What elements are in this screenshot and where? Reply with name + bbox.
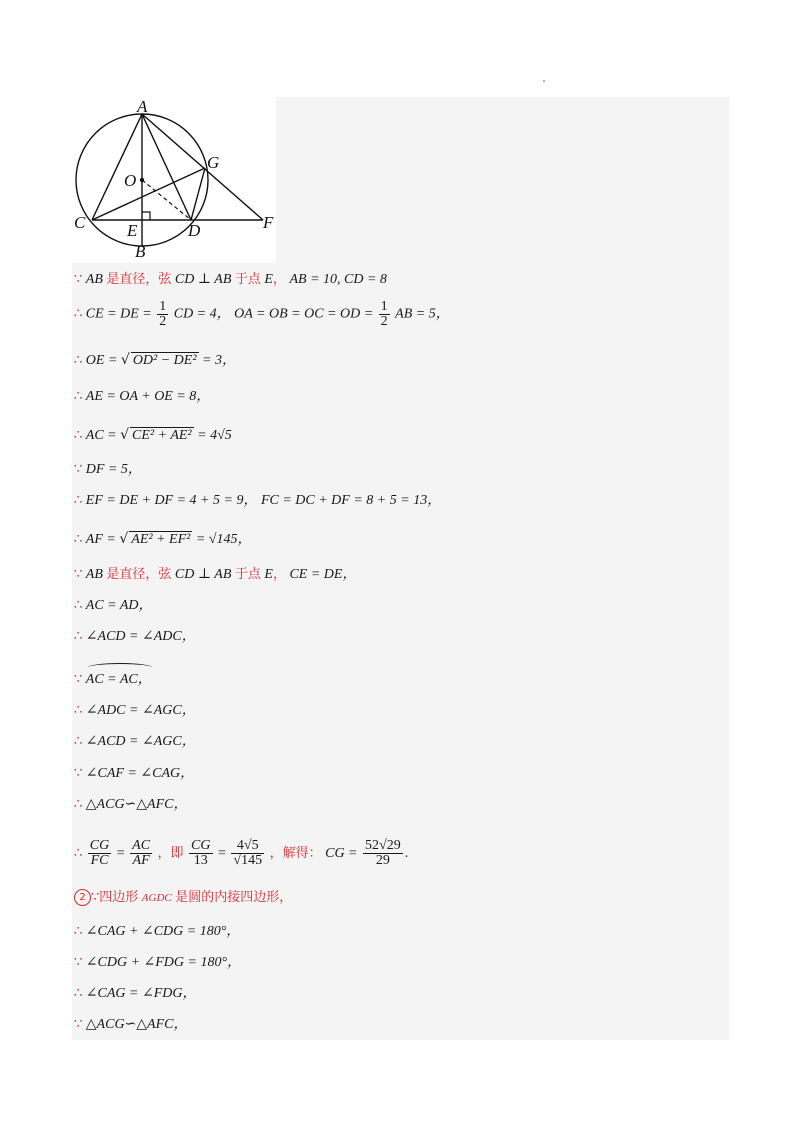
- red-text: 于点: [234, 567, 261, 582]
- math-text: CE = DE，: [289, 567, 357, 582]
- math-text: CD = 4，: [173, 306, 231, 322]
- therefore-symbol: ∴: [74, 389, 83, 404]
- step-12: [74, 671, 152, 689]
- label-e: E: [127, 221, 138, 240]
- fraction: $\frac{AC}{AF}$: [132, 838, 151, 869]
- circle-diagram: [72, 97, 276, 263]
- math-text: ∠CAG = ∠FDG，: [85, 986, 197, 1001]
- math-text: CD ⊥ AB: [174, 272, 232, 287]
- step-13: [74, 702, 196, 720]
- therefore-symbol: ∴: [74, 532, 83, 547]
- step-11: [74, 628, 196, 646]
- red-text: 于点: [234, 272, 261, 287]
- therefore-symbol: ∴: [74, 629, 83, 644]
- radical-sign: √: [120, 352, 130, 368]
- math-text: CE = DE =: [85, 306, 152, 322]
- therefore-symbol: ∴: [74, 924, 83, 939]
- arc-equality: AC = AC，: [85, 672, 152, 687]
- equals: =: [218, 846, 226, 861]
- math-text: CD ⊥ AB: [174, 567, 232, 582]
- math-text: AB = 10, CD = 8: [289, 272, 387, 287]
- math-text: OE =: [85, 353, 118, 368]
- page-dot: [543, 80, 545, 82]
- step-5: [74, 426, 232, 445]
- step-20: [74, 954, 241, 972]
- math-text: = √145，: [195, 532, 252, 547]
- fraction: $\frac{CG}{13}$: [191, 838, 211, 869]
- segment-af: [142, 114, 263, 220]
- red-text: ，解得：: [269, 846, 322, 861]
- radicand: AE² + EF²: [131, 532, 191, 547]
- because-symbol: ∵: [74, 766, 83, 781]
- radical-sign: √: [120, 427, 130, 443]
- therefore-symbol: ∴: [74, 306, 83, 322]
- math-text: DF = 5，: [85, 462, 142, 477]
- math-text: FC = DC + DF = 8 + 5 = 13，: [260, 493, 442, 508]
- therefore-symbol: ∴: [74, 797, 83, 812]
- math-text: = 3，: [202, 353, 236, 368]
- right-angle-mark: [142, 212, 150, 220]
- because-symbol: ∵: [91, 890, 100, 905]
- label-a: A: [137, 97, 148, 116]
- step-1: [74, 271, 387, 289]
- therefore-symbol: ∴: [74, 986, 83, 1001]
- math-text: ∠ACD = ∠AGC，: [85, 734, 196, 749]
- math-text: AC = AD，: [85, 598, 153, 613]
- math-text: E: [264, 567, 273, 582]
- step-4: [74, 388, 210, 406]
- therefore-symbol: ∴: [74, 353, 83, 368]
- step-6: [74, 461, 142, 479]
- radical-sign: √: [119, 531, 129, 547]
- step-9: [74, 566, 356, 584]
- step-7: [74, 492, 441, 510]
- step-3: [74, 351, 236, 370]
- step-15: [74, 765, 194, 783]
- math-text: ∠CAG + ∠CDG = 180°，: [85, 924, 241, 939]
- circled-number-2: 2: [74, 889, 91, 906]
- radicand: CE² + AE²: [132, 428, 192, 443]
- step-10: [74, 597, 153, 615]
- step-21: [74, 985, 196, 1003]
- fraction: $\frac{1}{2}$: [380, 299, 388, 329]
- therefore-symbol: ∴: [74, 703, 83, 718]
- equals: =: [116, 846, 125, 861]
- math-text: △ACG∽△AFC，: [85, 1017, 188, 1032]
- label-b: B: [135, 242, 146, 261]
- math-text: ∠ADC = ∠AGC，: [85, 703, 196, 718]
- segment-gd: [191, 168, 205, 220]
- step-19: [74, 923, 240, 941]
- center-point-o: [140, 178, 144, 182]
- math-text: AC =: [85, 428, 117, 443]
- therefore-symbol: ∴: [74, 598, 83, 613]
- math-text: = 4√5: [197, 428, 232, 443]
- math-text: CG =: [325, 846, 358, 861]
- red-text: ，: [272, 567, 286, 582]
- because-symbol: ∵: [74, 272, 83, 287]
- label-g: G: [207, 153, 220, 172]
- step-16: [74, 796, 188, 814]
- because-symbol: ∵: [74, 955, 83, 970]
- therefore-symbol: ∴: [74, 428, 83, 443]
- therefore-symbol: ∴: [74, 734, 83, 749]
- red-text: 是直径，弦: [106, 567, 172, 582]
- label-c: C: [74, 213, 86, 232]
- fraction: $\frac{1}{2}$: [159, 299, 167, 329]
- red-text: 是直径，弦: [106, 272, 172, 287]
- step-8: [74, 530, 251, 549]
- label-d: D: [188, 221, 201, 240]
- step-22: [74, 1016, 188, 1034]
- because-symbol: ∵: [74, 567, 83, 582]
- red-text: 四边形: [99, 890, 139, 905]
- because-symbol: ∵: [74, 462, 83, 477]
- radicand: OD² − DE²: [132, 353, 197, 368]
- step-18: [74, 889, 292, 907]
- step-2: [74, 300, 450, 329]
- geometry-figure: [72, 97, 276, 263]
- fraction: $\frac{52√29}{29}$: [365, 838, 401, 869]
- label-f: F: [263, 213, 274, 232]
- math-text: AGDC: [141, 892, 172, 904]
- math-text: E: [264, 272, 273, 287]
- period: .: [404, 846, 409, 861]
- because-symbol: ∵: [74, 1017, 83, 1032]
- math-text: AB = 5，: [395, 306, 450, 322]
- fraction: $\frac{4√5}{√145}$: [233, 838, 263, 869]
- math-text: ∠CDG + ∠FDG = 180°，: [85, 955, 242, 970]
- label-o: O: [124, 171, 137, 190]
- step-14: [74, 733, 196, 751]
- math-text: OA = OB = OC = OD =: [234, 306, 374, 322]
- math-text: AE = OA + OE = 8，: [85, 389, 211, 404]
- math-text: AF =: [85, 532, 116, 547]
- red-text: 是圆的内接四边形，: [175, 890, 293, 905]
- segment-ad: [142, 114, 191, 220]
- step-17: [74, 835, 408, 873]
- fraction: $\frac{CG}{FC}$: [89, 838, 110, 869]
- math-text: AB: [85, 272, 103, 287]
- math-text: ∠CAF = ∠CAG，: [85, 766, 195, 781]
- therefore-symbol: ∴: [74, 493, 83, 508]
- red-text: ，即: [157, 846, 184, 861]
- math-text: EF = DE + DF = 4 + 5 = 9，: [85, 493, 258, 508]
- therefore-symbol: ∴: [74, 846, 83, 861]
- math-text: △ACG∽△AFC，: [85, 797, 188, 812]
- math-text: ∠ACD = ∠ADC，: [85, 629, 196, 644]
- red-text: ，: [272, 272, 286, 287]
- because-symbol: ∵: [74, 672, 83, 687]
- math-text: AB: [85, 567, 103, 582]
